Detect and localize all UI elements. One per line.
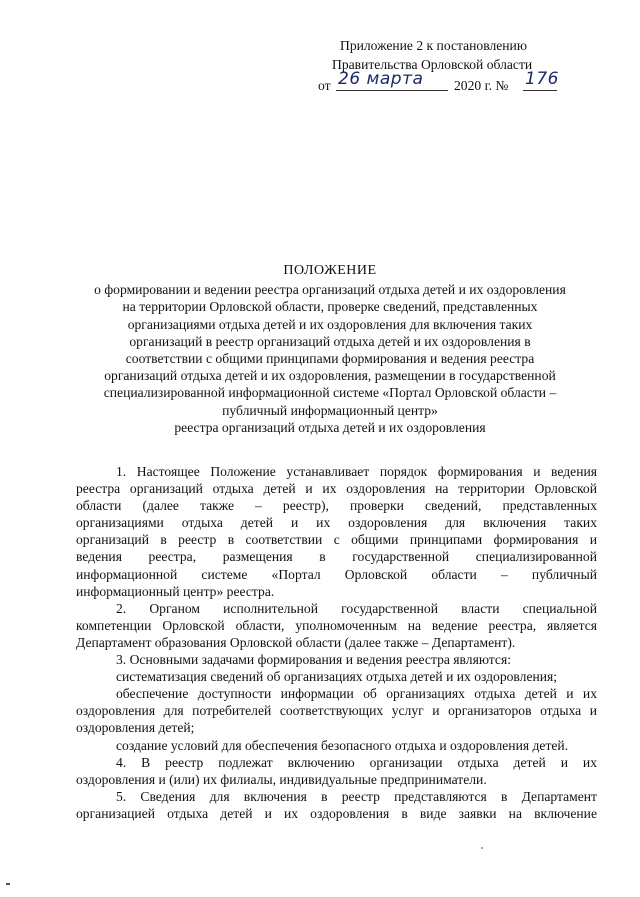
title-line: организаций отдыха детей и их оздоровления, размещении в государственной xyxy=(104,368,556,384)
paragraph-1-line: информационный центр» реестра. xyxy=(76,583,275,599)
paragraph-5-line: организацией отдыха детей и их оздоровления в виде заявки на включение xyxy=(76,805,597,821)
paragraph-3-item-3: создание условий для обеспечения безопасного отдыха и оздоровления детей. xyxy=(116,737,569,753)
appendix-header xyxy=(318,36,568,96)
appendix-line-2: Правительства Орловской области xyxy=(332,57,533,72)
date-underline xyxy=(336,90,448,91)
from-prefix: от xyxy=(318,78,331,93)
paragraph-2-line: 2. Органом исполнительной государственной власти специальной xyxy=(116,600,597,616)
paragraph-5-line: 5. Сведения для включения в реестр представляются в Департамент xyxy=(116,788,597,804)
handwritten-number: 176 xyxy=(525,69,559,89)
paragraph-3-item-2-line: оздоровления детей; xyxy=(76,720,195,736)
title-heading: ПОЛОЖЕНИЕ xyxy=(283,263,377,278)
paragraph-4-line: оздоровления и (или) их филиалы, индивидуальные предприниматели. xyxy=(76,771,487,787)
document-title xyxy=(60,262,600,436)
paragraph-2-line: Департамент образования Орловской области (далее также – Департамент). xyxy=(76,634,516,650)
title-line: соответствии с общими принципами формирования и ведения реестра xyxy=(125,351,535,367)
title-line: публичный информационный центр» xyxy=(222,402,438,418)
paragraph-1-line: реестра организаций отдыха детей и их оздоровления на территории Орловской xyxy=(76,481,597,497)
paragraph-1-line: ведения реестра, размещения в государственной специализированной xyxy=(76,549,597,565)
title-line: организаций в реестр организаций отдыха детей и их оздоровления в xyxy=(129,333,531,349)
number-underline xyxy=(523,90,557,91)
title-line: о формировании и ведении реестра организаций отдыха детей и их оздоровления xyxy=(94,282,566,298)
year-number-label: 2020 г. № xyxy=(454,78,509,93)
title-line: организациями отдыха детей и их оздоровления для включения таких xyxy=(127,316,533,332)
paragraph-3: 3. Основными задачами формирования и ведения реестра являются: xyxy=(116,652,511,668)
paragraph-1-line: 1. Настоящее Положение устанавливает порядок формирования и ведения xyxy=(116,464,597,479)
paragraph-1-line: информационной системе «Портал Орловской области – публичный xyxy=(76,566,597,582)
appendix-date-line xyxy=(318,69,568,96)
paragraph-2-line: компетенции Орловской области, уполномоченным на ведение реестра, является xyxy=(76,617,597,633)
paragraph-1-line: области (далее также – реестр), проверки сведений, представленных xyxy=(76,498,597,514)
document-body xyxy=(76,463,597,822)
title-line: специализированной информационной системе «Портал Орловской области – xyxy=(103,385,557,401)
handwritten-date: 26 марта xyxy=(338,69,424,89)
title-line: на территории Орловской области, проверке сведений, представленных xyxy=(122,299,538,315)
scan-mark xyxy=(6,883,10,885)
paragraph-3-item-1: систематизация сведений об организациях отдыха детей и их оздоровления; xyxy=(116,669,558,685)
paragraph-3-item-2-line: обеспечение доступности информации об организациях отдыха детей и их xyxy=(116,686,597,702)
scan-dot xyxy=(481,847,483,849)
title-line: реестра организаций отдыха детей и их оздоровления xyxy=(174,419,486,435)
paragraph-4-line: 4. В реестр подлежат включению организации отдыха детей и их xyxy=(116,754,597,770)
paragraph-1-line: организаций в реестр в соответствии с общими принципами формирования и xyxy=(76,532,597,548)
paragraph-3-item-2-line: оздоровления для потребителей соответствующих услуг и организаторов отдыха и xyxy=(76,703,597,719)
appendix-line-1: Приложение 2 к постановлению xyxy=(340,38,527,53)
paragraph-1-line: организациями отдыха детей и их оздоровления для включения таких xyxy=(76,515,597,531)
